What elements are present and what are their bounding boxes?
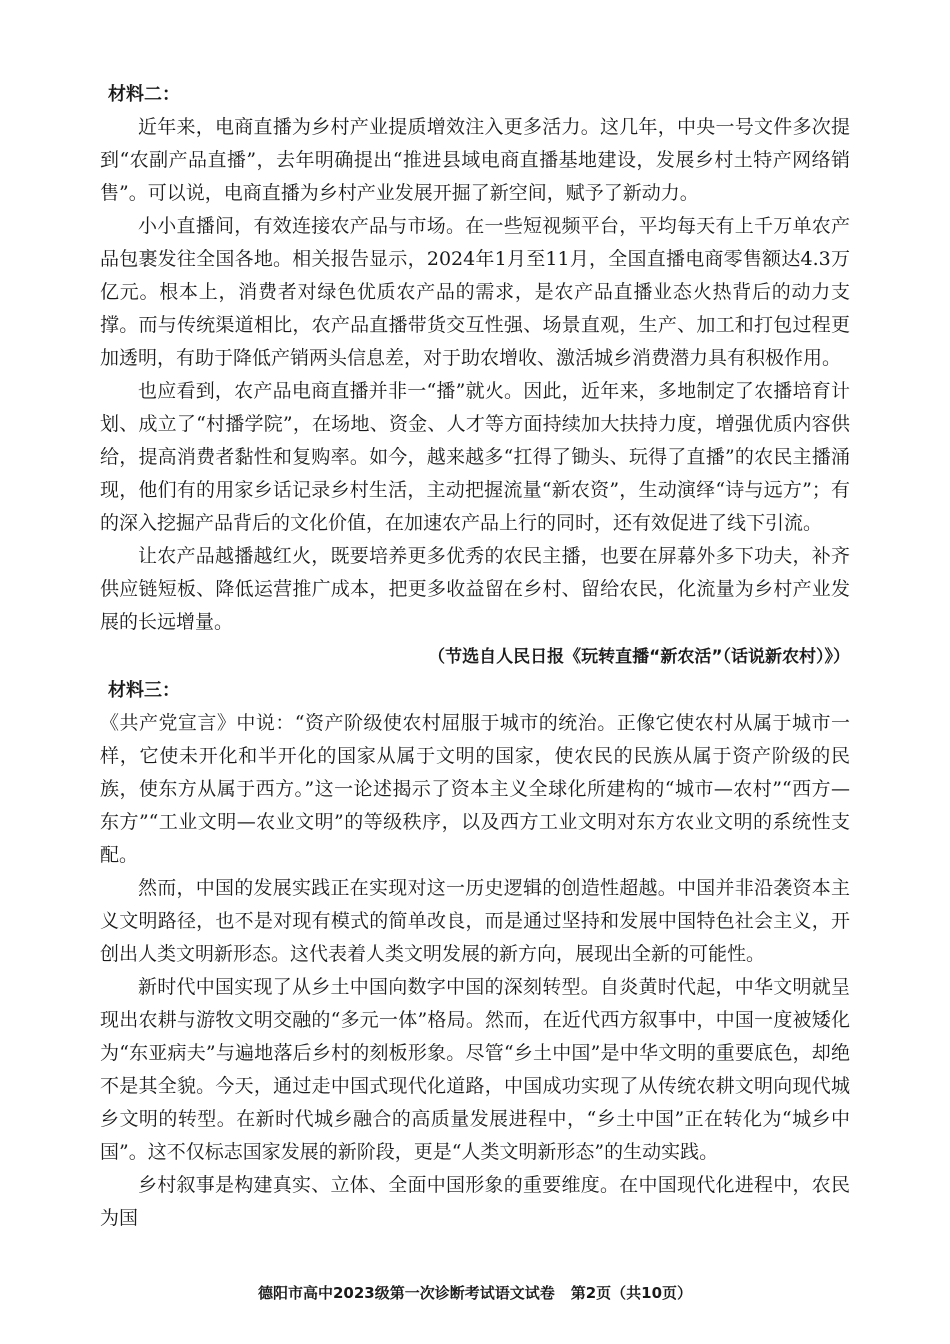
material-2-paragraph-1: 近年来，电商直播为乡村产业提质增效注入更多活力。这几年，中央一号文件多次提到“农副产品直播”，去年明确提出“推进县域电商直播基地建设，发展乡村土特产网络销售”。可以说，电商直播为乡村产业发展开掘了新空间，赋予了新动力。 xyxy=(100,116,850,204)
material-2-heading: 材料二： xyxy=(108,84,180,105)
material-2-paragraph-3: 也应看到，农产品电商直播并非一“播”就火。因此，近年来，多地制定了农播培育计划、成立了“村播学院”，在场地、资金、人才等方面持续加大扶持力度，增强优质内容供给，提高消费者黏性和复购率。如今，越来越多“扛得了锄头、玩得了直播”的农民主播涌现，他们有的用家乡话记录乡村生活，主动把握流量“新农资”，生动演绎“诗与远方”；有的深入挖掘产品背后的文化价值，在加速农产品上行的同时，还有效促进了线下引流。 xyxy=(100,380,850,534)
material-3-heading: 材料三： xyxy=(108,680,180,701)
material-2-source-citation: （节选自人民日报《玩转直播“新农活”（话说新农村）》） xyxy=(428,647,850,667)
material-3-paragraph-3: 新时代中国实现了从乡土中国向数字中国的深刻转型。自炎黄时代起，中华文明就呈现出农耕与游牧文明交融的“多元一体”格局。然而，在近代西方叙事中，中国一度被矮化为“东亚病夫”与遍地落后乡村的刻板形象。尽管“乡土中国”是中华文明的重要底色，却绝不是其全貌。今天，通过走中国式现代化道路，中国成功实现了从传统农耕文明向现代城乡文明的转型。在新时代城乡融合的高质量发展进程中，“乡土中国”正在转化为“城乡中国”。这不仅标志国家发展的新阶段，更是“人类文明新形态”的生动实践。 xyxy=(100,976,850,1163)
page-number: 第2页（共10页） xyxy=(570,1284,693,1302)
material-2-paragraph-2: 小小直播间，有效连接农产品与市场。在一些短视频平台，平均每天有上千万单农产品包裹发往全国各地。相关报告显示，2024年1月至11月，全国直播电商零售额达4.3万亿元。根本上，消费者对绿色优质农产品的需求，是农产品直播业态火热背后的动力支撑。而与传统渠道相比，农产品直播带货交互性强、场景直观，生产、加工和打包过程更加透明，有助于降低产销两头信息差，对于助农增收、激活城乡消费潜力具有积极作用。 xyxy=(100,215,850,369)
page-footer xyxy=(0,1281,950,1305)
material-2-paragraph-4: 让农产品越播越红火，既要培养更多优秀的农民主播，也要在屏幕外多下功夫，补齐供应链短板、降低运营推广成本，把更多收益留在乡村、留给农民，化流量为乡村产业发展的长远增量。 xyxy=(100,545,850,633)
material-3-paragraph-1: 《共产党宣言》中说：“资产阶级使农村屈服于城市的统治。正像它使农村从属于城市一样，它使未开化和半开化的国家从属于文明的国家，使农民的民族从属于资产阶级的民族，使东方从属于西方。”这一论述揭示了资本主义全球化所建构的“城市—农村”“西方—东方”“工业文明—农业文明”的等级秩序，以及西方工业文明对东方农业文明的系统性支配。 xyxy=(100,712,850,866)
material-3-paragraph-2: 然而，中国的发展实践正在实现对这一历史逻辑的创造性超越。中国并非沿袭资本主义文明路径，也不是对现有模式的简单改良，而是通过坚持和发展中国特色社会主义，开创出人类文明新形态。这代表着人类文明发展的新方向，展现出全新的可能性。 xyxy=(100,877,850,965)
exam-title: 德阳市高中2023级第一次诊断考试语文试卷 xyxy=(257,1284,555,1302)
material-3-paragraph-4: 乡村叙事是构建真实、立体、全面中国形象的重要维度。在中国现代化进程中，农民为国 xyxy=(100,1174,850,1229)
